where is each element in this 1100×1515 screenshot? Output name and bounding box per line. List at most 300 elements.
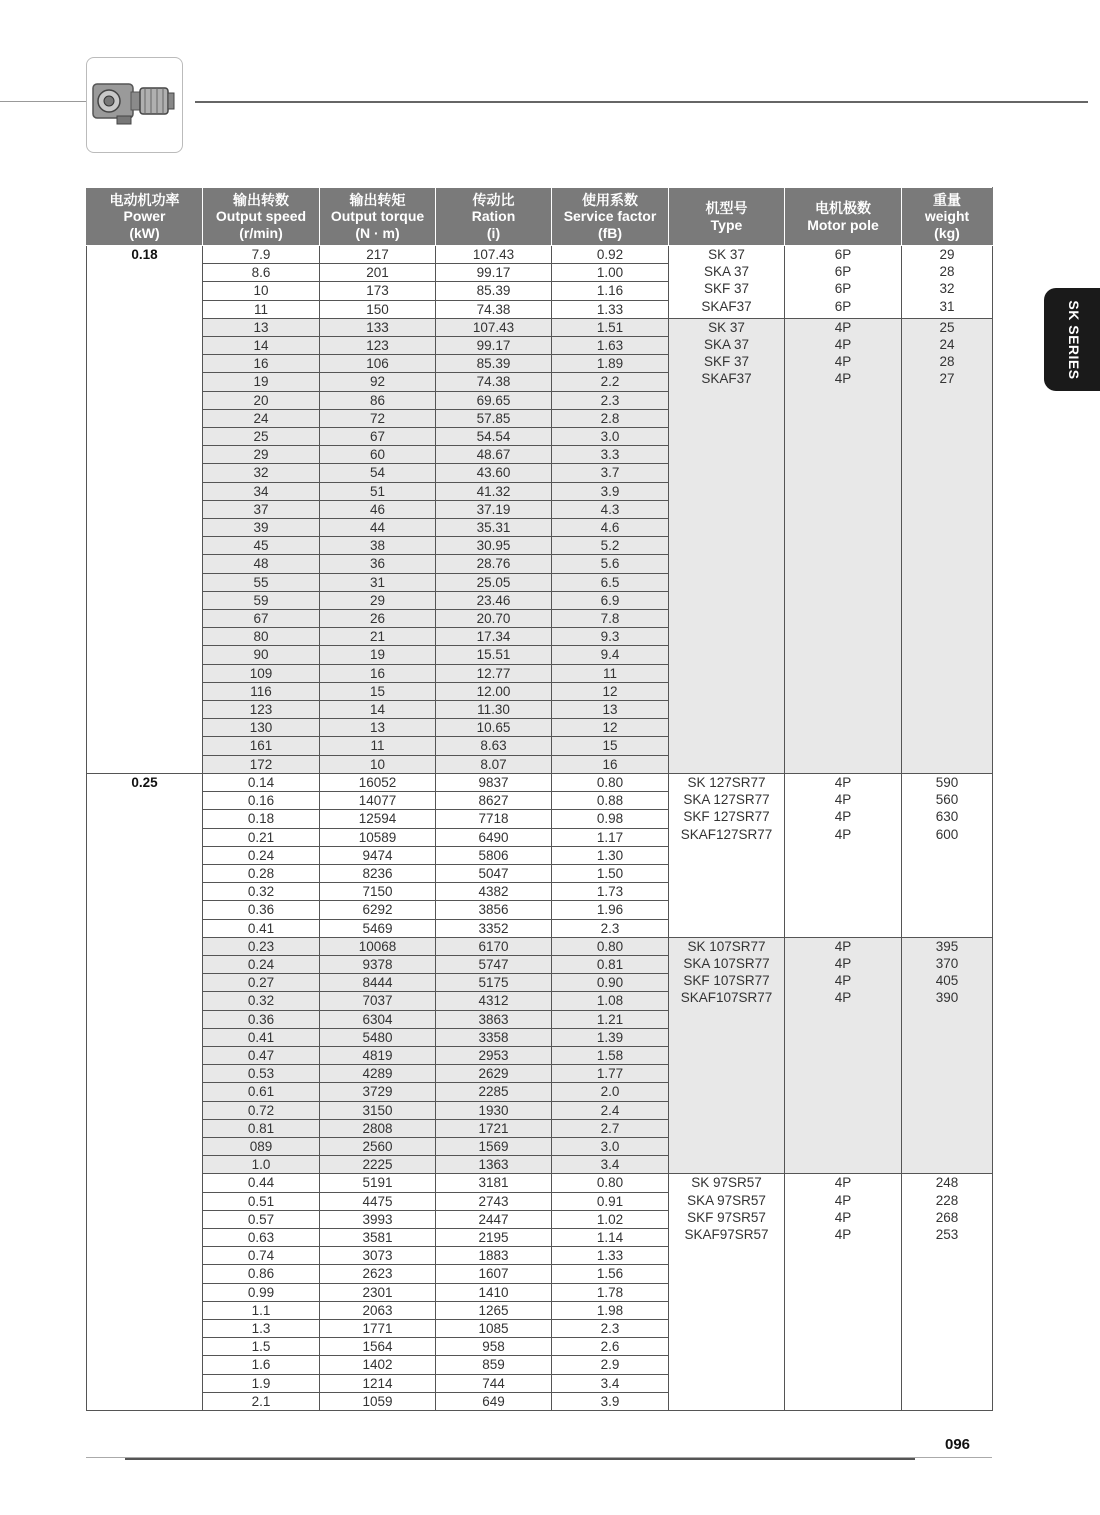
ratio-cell: 2629 [436,1065,552,1083]
output-speed-cell: 1.0 [203,1156,320,1174]
output-torque-cell: 3073 [320,1247,436,1265]
service-factor-cell: 9.4 [552,646,669,664]
output-torque-cell: 123 [320,337,436,355]
output-speed-cell: 48 [203,555,320,573]
table-header-row [87,188,993,246]
output-torque-cell: 3729 [320,1083,436,1101]
service-factor-cell: 4.6 [552,519,669,537]
ratio-cell: 15.51 [436,646,552,664]
ratio-cell: 8627 [436,792,552,810]
output-torque-cell: 6304 [320,1010,436,1028]
output-torque-cell: 9378 [320,955,436,973]
output-torque-cell: 1214 [320,1374,436,1392]
service-factor-cell: 2.0 [552,1083,669,1101]
type-model: SK 107SR77 [687,938,766,954]
output-torque-cell: 2808 [320,1119,436,1137]
type-model: SKAF37 [701,298,752,314]
type-cell [669,773,785,937]
service-factor-cell: 2.6 [552,1338,669,1356]
service-factor-cell: 0.80 [552,937,669,955]
output-speed-cell: 25 [203,428,320,446]
motor-pole-value: 4P [834,792,852,808]
service-factor-cell: 3.4 [552,1374,669,1392]
output-torque-cell: 10 [320,755,436,773]
output-speed-cell: 116 [203,682,320,700]
service-factor-cell: 1.89 [552,355,669,373]
output-speed-cell: 1.6 [203,1356,320,1374]
ratio-cell: 20.70 [436,610,552,628]
ratio-cell: 28.76 [436,555,552,573]
output-speed-cell: 0.24 [203,955,320,973]
service-factor-cell: 15 [552,737,669,755]
service-factor-cell: 1.33 [552,300,669,318]
header-type: 机型号 Type [669,188,785,246]
service-factor-cell: 0.80 [552,773,669,791]
output-torque-cell: 4289 [320,1065,436,1083]
output-torque-cell: 10589 [320,828,436,846]
output-torque-cell: 14 [320,701,436,719]
service-factor-cell: 1.30 [552,846,669,864]
output-torque-cell: 2225 [320,1156,436,1174]
motor-pole-value: 4P [834,1209,852,1225]
output-torque-cell: 54 [320,464,436,482]
weight-cell [902,318,993,773]
ratio-cell: 4382 [436,883,552,901]
output-torque-cell: 10068 [320,937,436,955]
service-factor-cell: 0.80 [552,1174,669,1192]
weight-value: 390 [935,990,959,1006]
motor-pole-value: 4P [834,990,852,1006]
ratio-cell: 1265 [436,1301,552,1319]
service-factor-cell: 1.33 [552,1247,669,1265]
ratio-cell: 17.34 [436,628,552,646]
ratio-cell: 1569 [436,1137,552,1155]
output-speed-cell: 39 [203,519,320,537]
service-factor-cell: 3.3 [552,446,669,464]
type-model: SKA 127SR77 [683,792,770,808]
weight-value: 630 [935,809,959,825]
table-row [87,773,993,791]
service-factor-cell: 1.50 [552,864,669,882]
output-speed-cell: 0.51 [203,1192,320,1210]
output-torque-cell: 8236 [320,864,436,882]
output-torque-cell: 173 [320,282,436,300]
header-output-torque: 输出转矩 Output torque (N · m) [320,188,436,246]
output-speed-cell: 089 [203,1137,320,1155]
output-speed-cell: 0.72 [203,1101,320,1119]
service-factor-cell: 6.9 [552,591,669,609]
weight-value: 395 [935,938,959,954]
output-speed-cell: 59 [203,591,320,609]
output-speed-cell: 1.5 [203,1338,320,1356]
output-speed-cell: 109 [203,664,320,682]
ratio-cell: 43.60 [436,464,552,482]
motor-pole-value: 4P [834,337,852,353]
ratio-cell: 5806 [436,846,552,864]
ratio-cell: 6170 [436,937,552,955]
output-torque-cell: 46 [320,500,436,518]
output-torque-cell: 2063 [320,1301,436,1319]
service-factor-cell: 1.73 [552,883,669,901]
output-torque-cell: 3581 [320,1228,436,1246]
output-speed-cell: 80 [203,628,320,646]
output-torque-cell: 2623 [320,1265,436,1283]
ratio-cell: 6490 [436,828,552,846]
ratio-cell: 2285 [436,1083,552,1101]
motor-pole-value: 4P [834,1192,852,1208]
output-torque-cell: 15 [320,682,436,700]
output-torque-cell: 11 [320,737,436,755]
ratio-cell: 35.31 [436,519,552,537]
output-speed-cell: 13 [203,318,320,336]
weight-value: 24 [939,337,955,353]
service-factor-cell: 1.98 [552,1301,669,1319]
output-torque-cell: 13 [320,719,436,737]
service-factor-cell: 4.3 [552,500,669,518]
service-factor-cell: 1.17 [552,828,669,846]
output-speed-cell: 34 [203,482,320,500]
output-speed-cell: 55 [203,573,320,591]
output-speed-cell: 161 [203,737,320,755]
type-model: SKAF37 [701,371,752,387]
service-factor-cell: 1.14 [552,1228,669,1246]
table-row [87,937,993,955]
power-cell: 0.25 [87,773,203,1410]
output-torque-cell: 5191 [320,1174,436,1192]
motor-pole-value: 6P [834,281,852,297]
service-factor-cell: 1.56 [552,1265,669,1283]
output-speed-cell: 0.27 [203,974,320,992]
output-speed-cell: 11 [203,300,320,318]
ratio-cell: 5175 [436,974,552,992]
output-torque-cell: 4819 [320,1046,436,1064]
output-speed-cell: 37 [203,500,320,518]
weight-value: 32 [939,281,955,297]
output-torque-cell: 14077 [320,792,436,810]
type-model: SKF 107SR77 [683,973,770,989]
power-cell: 0.18 [87,246,203,774]
header-power: 电动机功率 Power (kW) [87,188,203,246]
type-model: SKA 37 [703,337,750,353]
service-factor-cell: 2.7 [552,1119,669,1137]
type-model: SKF 127SR77 [683,809,770,825]
service-factor-cell: 6.5 [552,573,669,591]
motor-pole-value: 4P [834,809,852,825]
motor-pole-cell [785,318,902,773]
output-torque-cell: 217 [320,246,436,264]
output-speed-cell: 0.36 [203,1010,320,1028]
header-ratio: 传动比 Ration (i) [436,188,552,246]
weight-value: 28 [939,354,955,370]
output-speed-cell: 0.23 [203,937,320,955]
motor-pole-value: 4P [834,774,852,790]
ratio-cell: 107.43 [436,318,552,336]
ratio-cell: 744 [436,1374,552,1392]
output-speed-cell: 1.1 [203,1301,320,1319]
service-factor-cell: 1.39 [552,1028,669,1046]
ratio-cell: 41.32 [436,482,552,500]
output-torque-cell: 201 [320,264,436,282]
series-tab [1044,288,1100,391]
ratio-cell: 1363 [436,1156,552,1174]
output-torque-cell: 5480 [320,1028,436,1046]
output-torque-cell: 1059 [320,1392,436,1410]
output-speed-cell: 20 [203,391,320,409]
type-model: SKAF127SR77 [680,826,773,842]
table-row [87,1174,993,1192]
service-factor-cell: 7.8 [552,610,669,628]
weight-value: 248 [935,1175,959,1191]
page-number: 096 [945,1436,971,1453]
service-factor-cell: 1.58 [552,1046,669,1064]
output-torque-cell: 67 [320,428,436,446]
motor-pole-value: 4P [834,1226,852,1242]
output-speed-cell: 0.61 [203,1083,320,1101]
output-torque-cell: 29 [320,591,436,609]
weight-cell [902,1174,993,1411]
output-speed-cell: 90 [203,646,320,664]
service-factor-cell: 5.6 [552,555,669,573]
output-speed-cell: 0.21 [203,828,320,846]
weight-value: 600 [935,826,959,842]
output-speed-cell: 24 [203,409,320,427]
output-speed-cell: 0.28 [203,864,320,882]
service-factor-cell: 3.0 [552,428,669,446]
output-torque-cell: 36 [320,555,436,573]
type-model: SK 37 [708,247,745,262]
ratio-cell: 3358 [436,1028,552,1046]
ratio-cell: 85.39 [436,282,552,300]
type-cell [669,318,785,773]
motor-pole-value: 4P [834,371,852,387]
ratio-cell: 1721 [436,1119,552,1137]
header-rule-right [195,101,1088,103]
type-model: SKAF107SR77 [680,990,773,1006]
service-factor-cell: 9.3 [552,628,669,646]
output-torque-cell: 9474 [320,846,436,864]
ratio-cell: 85.39 [436,355,552,373]
ratio-cell: 7718 [436,810,552,828]
output-torque-cell: 5469 [320,919,436,937]
output-torque-cell: 106 [320,355,436,373]
output-torque-cell: 21 [320,628,436,646]
ratio-cell: 74.38 [436,300,552,318]
output-speed-cell: 16 [203,355,320,373]
ratio-cell: 5047 [436,864,552,882]
ratio-cell: 74.38 [436,373,552,391]
gear-motor-icon [87,58,182,152]
service-factor-cell: 12 [552,682,669,700]
service-factor-cell: 2.3 [552,919,669,937]
weight-cell [902,246,993,319]
output-speed-cell: 0.41 [203,919,320,937]
service-factor-cell: 1.08 [552,992,669,1010]
type-cell [669,246,785,319]
ratio-cell: 859 [436,1356,552,1374]
output-speed-cell: 0.86 [203,1265,320,1283]
output-torque-cell: 1564 [320,1338,436,1356]
service-factor-cell: 0.91 [552,1192,669,1210]
weight-value: 29 [939,247,955,262]
table-row [87,318,993,336]
output-speed-cell: 1.3 [203,1319,320,1337]
ratio-cell: 2195 [436,1228,552,1246]
type-model: SKA 37 [703,264,750,280]
ratio-cell: 54.54 [436,428,552,446]
output-speed-cell: 0.14 [203,773,320,791]
service-factor-cell: 0.81 [552,955,669,973]
ratio-cell: 3863 [436,1010,552,1028]
output-speed-cell: 0.24 [203,846,320,864]
output-torque-cell: 4475 [320,1192,436,1210]
ratio-cell: 99.17 [436,264,552,282]
type-cell [669,1174,785,1411]
weight-value: 31 [939,298,955,314]
weight-value: 560 [935,792,959,808]
type-model: SKF 37 [703,281,750,297]
ratio-cell: 1410 [436,1283,552,1301]
header-service-factor: 使用系数 Service factor (fB) [552,188,669,246]
header-motor-pole: 电机极数 Motor pole [785,188,902,246]
weight-value: 405 [935,973,959,989]
ratio-cell: 8.63 [436,737,552,755]
motor-pole-value: 4P [834,319,852,335]
type-model: SK 127SR77 [687,774,766,790]
output-torque-cell: 31 [320,573,436,591]
ratio-cell: 8.07 [436,755,552,773]
service-factor-cell: 2.2 [552,373,669,391]
header-output-speed: 输出转数 Output speed (r/min) [203,188,320,246]
motor-pole-cell [785,1174,902,1411]
output-speed-cell: 7.9 [203,246,320,264]
output-speed-cell: 45 [203,537,320,555]
motor-pole-value: 4P [834,973,852,989]
ratio-cell: 23.46 [436,591,552,609]
output-torque-cell: 6292 [320,901,436,919]
ratio-cell: 30.95 [436,537,552,555]
output-speed-cell: 0.44 [203,1174,320,1192]
ratio-cell: 3181 [436,1174,552,1192]
weight-value: 370 [935,955,959,971]
output-speed-cell: 0.81 [203,1119,320,1137]
service-factor-cell: 3.0 [552,1137,669,1155]
weight-value: 25 [939,319,955,335]
output-torque-cell: 51 [320,482,436,500]
service-factor-cell: 1.78 [552,1283,669,1301]
type-model: SKAF97SR57 [684,1226,769,1242]
spec-table [86,187,993,1411]
service-factor-cell: 16 [552,755,669,773]
motor-pole-cell [785,937,902,1174]
weight-value: 253 [935,1226,959,1242]
output-torque-cell: 1771 [320,1319,436,1337]
service-factor-cell: 3.9 [552,482,669,500]
type-model: SKA 107SR77 [683,955,770,971]
output-torque-cell: 19 [320,646,436,664]
output-speed-cell: 123 [203,701,320,719]
service-factor-cell: 12 [552,719,669,737]
output-speed-cell: 0.16 [203,792,320,810]
output-speed-cell: 172 [203,755,320,773]
type-model: SK 37 [708,319,745,335]
service-factor-cell: 1.21 [552,1010,669,1028]
output-torque-cell: 8444 [320,974,436,992]
service-factor-cell: 3.7 [552,464,669,482]
service-factor-cell: 3.4 [552,1156,669,1174]
motor-pole-value: 6P [834,247,852,262]
ratio-cell: 649 [436,1392,552,1410]
output-speed-cell: 0.57 [203,1210,320,1228]
ratio-cell: 3352 [436,919,552,937]
output-torque-cell: 86 [320,391,436,409]
service-factor-cell: 1.77 [552,1065,669,1083]
header-weight: 重量 weight (kg) [902,188,993,246]
service-factor-cell: 2.9 [552,1356,669,1374]
ratio-cell: 5747 [436,955,552,973]
output-speed-cell: 32 [203,464,320,482]
service-factor-cell: 1.16 [552,282,669,300]
output-torque-cell: 3993 [320,1210,436,1228]
output-torque-cell: 12594 [320,810,436,828]
output-speed-cell: 10 [203,282,320,300]
output-speed-cell: 0.32 [203,992,320,1010]
ratio-cell: 1607 [436,1265,552,1283]
output-torque-cell: 133 [320,318,436,336]
weight-value: 27 [939,371,955,387]
output-speed-cell: 0.32 [203,883,320,901]
weight-cell [902,773,993,937]
weight-value: 28 [939,264,955,280]
ratio-cell: 25.05 [436,573,552,591]
output-speed-cell: 1.9 [203,1374,320,1392]
service-factor-cell: 1.96 [552,901,669,919]
motor-pole-value: 4P [834,1175,852,1191]
type-cell [669,937,785,1174]
output-torque-cell: 3150 [320,1101,436,1119]
service-factor-cell: 0.98 [552,810,669,828]
motor-pole-value: 4P [834,955,852,971]
output-speed-cell: 8.6 [203,264,320,282]
output-torque-cell: 44 [320,519,436,537]
service-factor-cell: 1.00 [552,264,669,282]
output-torque-cell: 72 [320,409,436,427]
output-speed-cell: 0.99 [203,1283,320,1301]
service-factor-cell: 2.3 [552,391,669,409]
header-rule-left [0,101,86,102]
service-factor-cell: 13 [552,701,669,719]
ratio-cell: 10.65 [436,719,552,737]
service-factor-cell: 2.4 [552,1101,669,1119]
output-torque-cell: 7150 [320,883,436,901]
ratio-cell: 958 [436,1338,552,1356]
output-torque-cell: 16052 [320,773,436,791]
motor-pole-cell [785,773,902,937]
service-factor-cell: 0.92 [552,246,669,264]
output-torque-cell: 2560 [320,1137,436,1155]
gear-motor-image [86,57,183,153]
ratio-cell: 2447 [436,1210,552,1228]
output-speed-cell: 0.47 [203,1046,320,1064]
type-model: SKA 97SR57 [687,1192,766,1208]
ratio-cell: 12.00 [436,682,552,700]
output-speed-cell: 0.18 [203,810,320,828]
weight-value: 590 [935,774,959,790]
weight-cell [902,937,993,1174]
motor-pole-value: 6P [834,298,852,314]
output-torque-cell: 1402 [320,1356,436,1374]
table-row [87,246,993,264]
service-factor-cell: 1.51 [552,318,669,336]
